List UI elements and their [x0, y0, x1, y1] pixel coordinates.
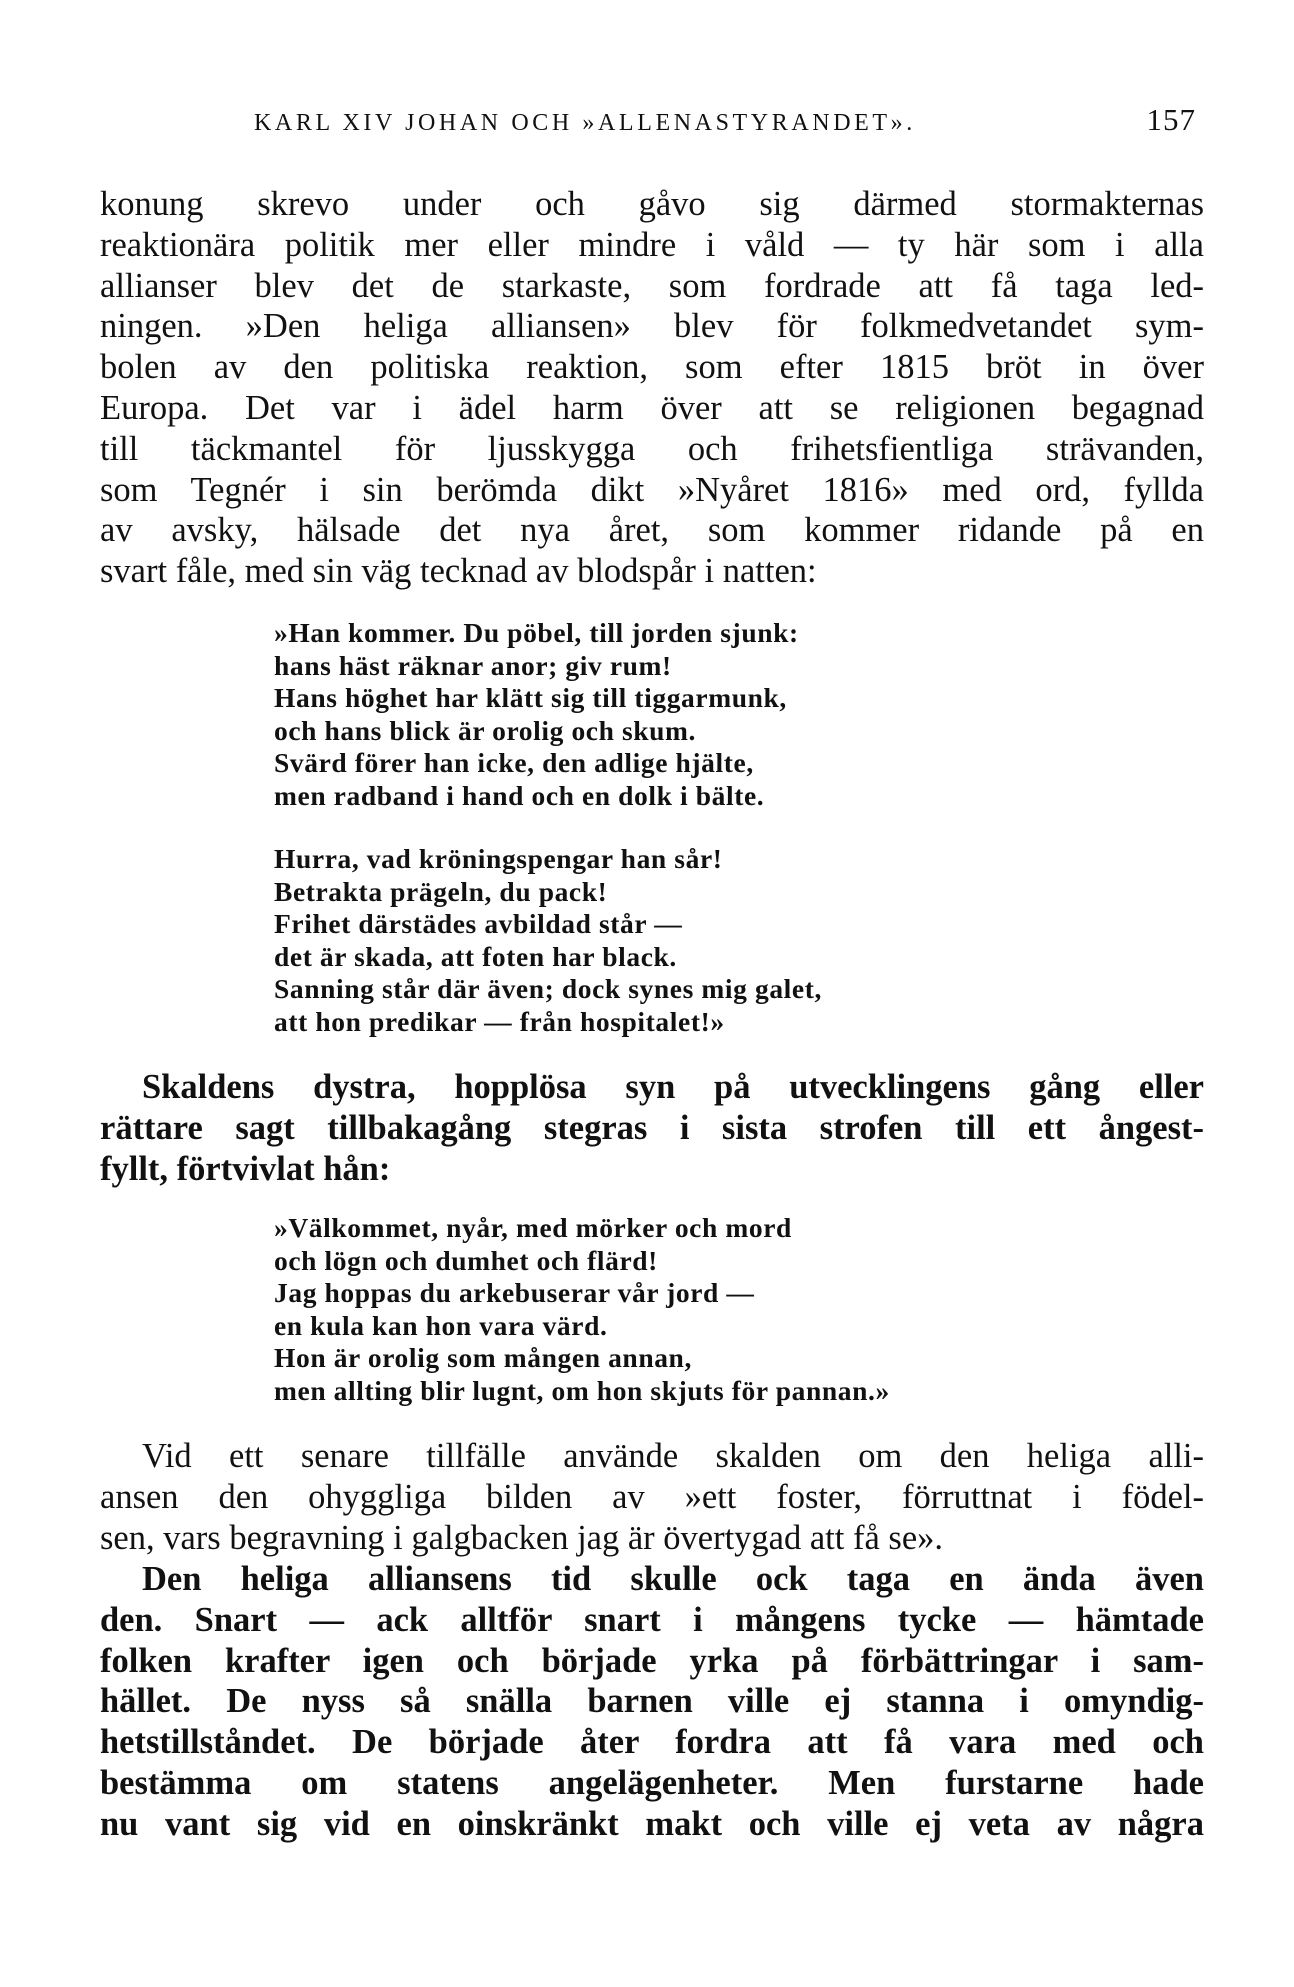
paragraph-line: bolen av den politiska reaktion, som efter 1815 bröt in över: [100, 348, 1204, 387]
running-title: KARL XIV JOHAN OCH »ALLENASTYRANDET».: [254, 110, 916, 136]
poem-line: men allting blir lugnt, om hon skjuts för pannan.»: [274, 1374, 890, 1406]
poem-line: Hans höghet har klätt sig till tiggarmunk,: [274, 682, 787, 714]
paragraph-line: den. Snart — ack alltför snart i mångens tycke — hämtade: [100, 1600, 1204, 1639]
paragraph-2: [100, 1067, 1204, 1189]
paragraph-line: Den heliga alliansens tid skulle ock taga en ända även: [142, 1560, 1204, 1598]
paragraph-line: ningen. »Den heliga alliansen» blev för folkmedvetandet sym-: [100, 307, 1204, 346]
poem-line: hans häst räknar anor; giv rum!: [274, 649, 672, 681]
paragraph-line: bestämma om statens angelägenheter. Men furstarne hade: [100, 1763, 1204, 1802]
poem-2-stanza-1: [274, 1212, 890, 1408]
page-number: 157: [1146, 102, 1196, 137]
paragraph-line: hetstillståndet. De började åter fordra att få vara med och: [100, 1723, 1204, 1762]
paragraph-1: [100, 184, 1204, 592]
paragraph-line: som Tegnér i sin berömda dikt »Nyåret 1816» med ord, fyllda: [100, 470, 1204, 509]
paragraph-3: [100, 1436, 1204, 1558]
paragraph-line: rättare sagt tillbakagång stegras i sista strofen till ett ångest-: [100, 1108, 1204, 1147]
paragraph-line: allianser blev det de starkaste, som fordrade att få taga led-: [100, 266, 1204, 305]
poem-line: att hon predikar — från hospitalet!»: [274, 1005, 725, 1037]
paragraph-line: Skaldens dystra, hopplösa syn på utvecklingens gång eller: [142, 1068, 1204, 1106]
poem-line: Jag hoppas du arkebuserar vår jord —: [274, 1277, 755, 1309]
running-head: [214, 102, 1204, 142]
poem-line: Hon är orolig som mången annan,: [274, 1342, 692, 1374]
poem-line: Sanning står där även; dock synes mig galet,: [274, 973, 822, 1005]
paragraph-line: folken krafter igen och började yrka på förbättringar i sam-: [100, 1641, 1204, 1680]
poem-1-stanza-2: [274, 843, 822, 1039]
paragraph-line: sen, vars begravning i galgbacken jag är övertygad att få se».: [100, 1518, 944, 1557]
paragraph-line: Vid ett senare tillfälle använde skalden om den heliga alli-: [142, 1437, 1204, 1475]
poem-line: Betrakta prägeln, du pack!: [274, 875, 608, 907]
poem-line: en kula kan hon vara värd.: [274, 1309, 608, 1341]
paragraph-line: reaktionära politik mer eller mindre i våld — ty här som i alla: [100, 225, 1204, 264]
paragraph-line: svart fåle, med sin väg tecknad av blodspår i natten:: [100, 552, 817, 591]
paragraph-line: ansen den ohyggliga bilden av »ett foster, förruttnat i födel-: [100, 1477, 1204, 1516]
paragraph-line: till täckmantel för ljusskygga och frihetsfientliga strävanden,: [100, 429, 1204, 468]
paragraph-line: Europa. Det var i ädel harm över att se religionen begagnad: [100, 388, 1204, 427]
paragraph-line: fyllt, förtvivlat hån:: [100, 1149, 391, 1188]
poem-line: Hurra, vad kröningspengar han sår!: [274, 843, 723, 874]
paragraph-line: nu vant sig vid en oinskränkt makt och ville ej veta av några: [100, 1804, 1204, 1843]
poem-line: och lögn och dumhet och flärd!: [274, 1244, 658, 1276]
poem-line: men radband i hand och en dolk i bälte.: [274, 779, 765, 811]
poem-line: Svärd förer han icke, den adlige hjälte,: [274, 747, 754, 779]
paragraph-4: [100, 1559, 1204, 1845]
poem-line: »Välkommet, nyår, med mörker och mord: [274, 1212, 792, 1243]
paragraph-line: av avsky, hälsade det nya året, som kommer ridande på en: [100, 511, 1204, 550]
poem-1-stanza-1: [274, 617, 799, 813]
poem-line: Frihet därstädes avbildad står —: [274, 908, 683, 940]
poem-line: det är skada, att foten har black.: [274, 940, 677, 972]
paragraph-line: hället. De nyss så snälla barnen ville ej stanna i omyndig-: [100, 1682, 1204, 1721]
poem-line: och hans blick är orolig och skum.: [274, 714, 697, 746]
poem-line: »Han kommer. Du pöbel, till jorden sjunk:: [274, 617, 799, 648]
paragraph-line: konung skrevo under och gåvo sig därmed stormakternas: [100, 185, 1204, 223]
